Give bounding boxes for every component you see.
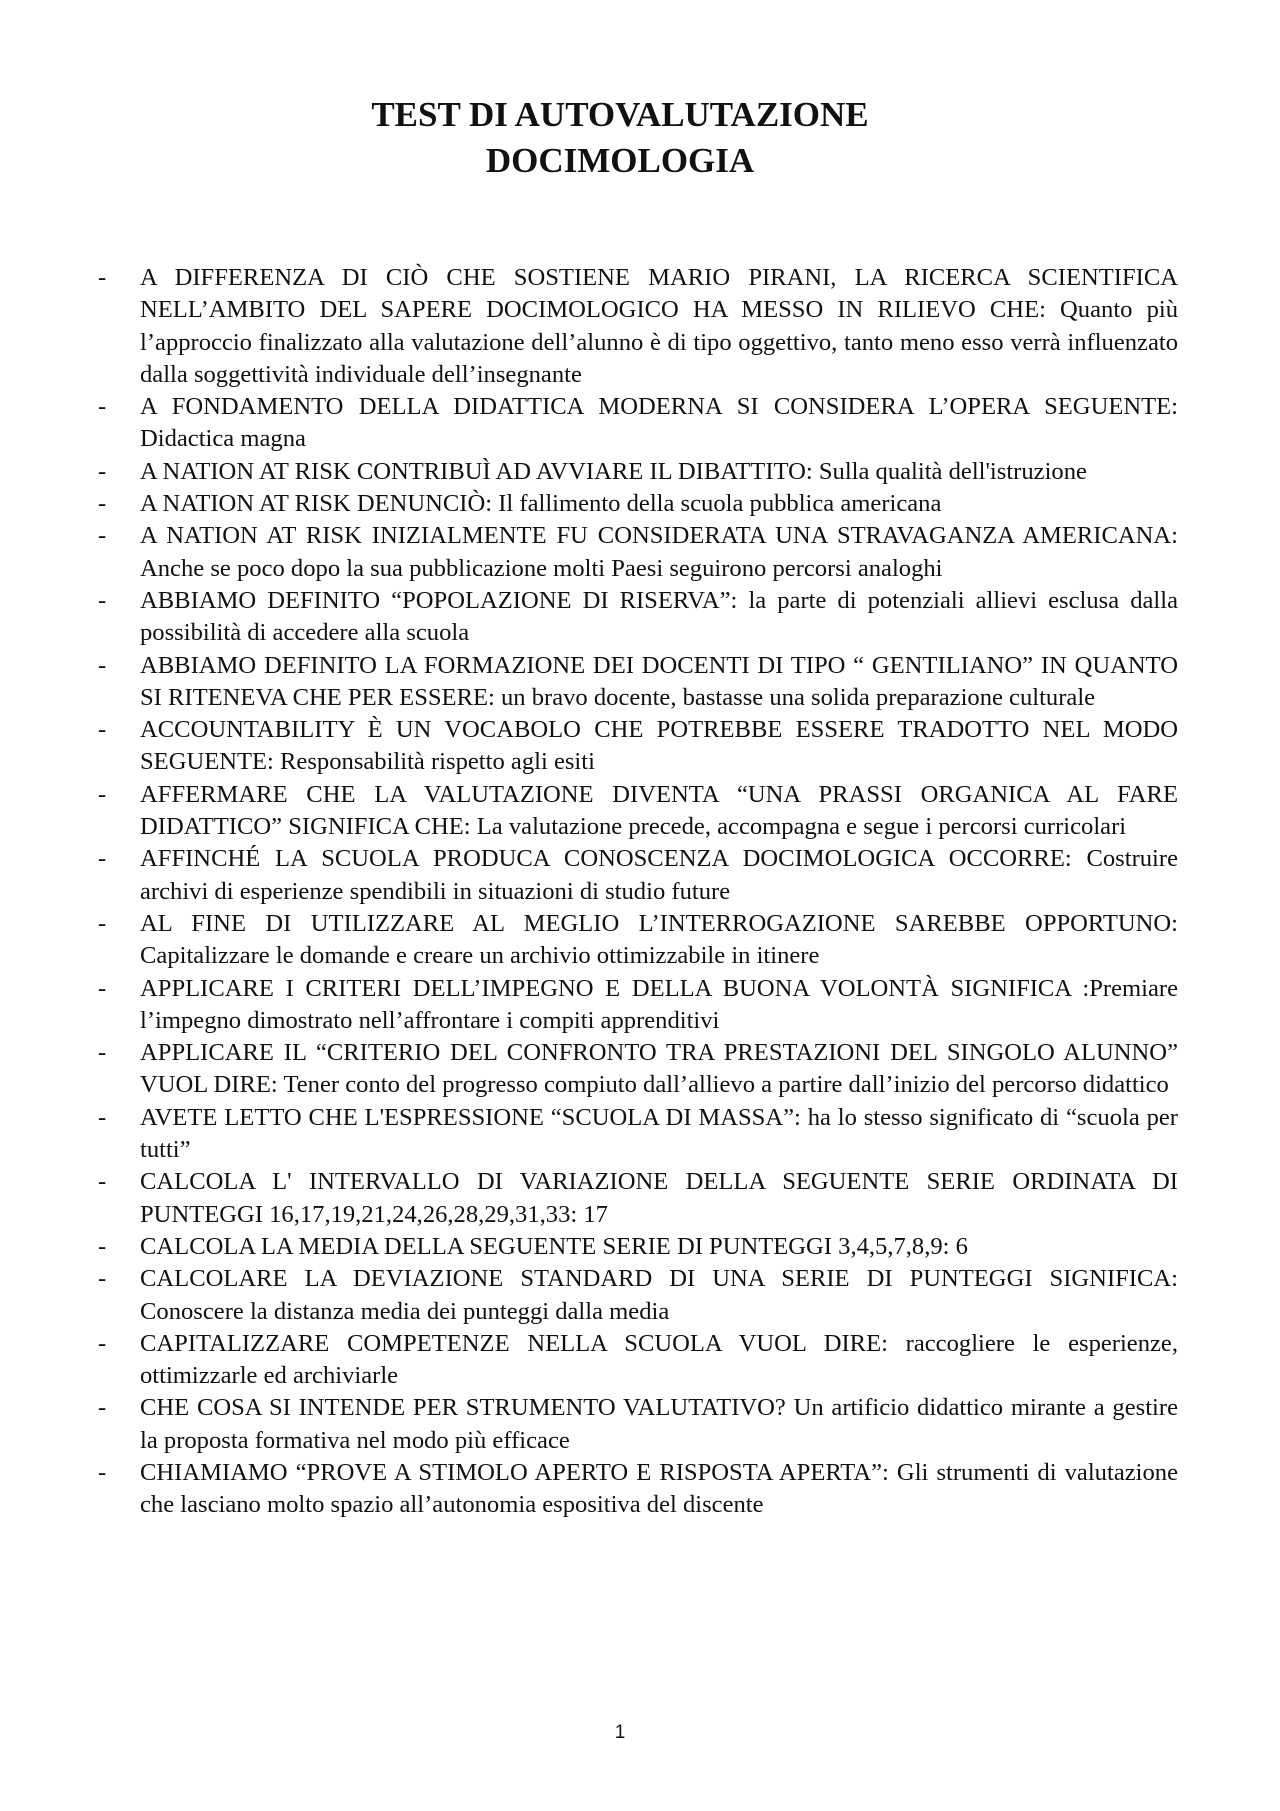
item-text: CALCOLARE LA DEVIAZIONE STANDARD DI UNA SERIE DI PUNTEGGI SIGNIFICA: Conoscere la distanza media dei punteggi dalla media (140, 1265, 1178, 1325)
bullet-dash: - (98, 1168, 107, 1196)
bullet-dash: - (98, 522, 107, 550)
list-item (98, 908, 1178, 973)
item-text: A NATION AT RISK INIZIALMENTE FU CONSIDERATA UNA STRAVAGANZA AMERICANA: Anche se poco dopo la sua pubblicazione molti Paesi seguirono percorsi analoghi (140, 522, 1178, 582)
list-item (98, 456, 1178, 488)
list-item (98, 1102, 1178, 1167)
page-number: 1 (614, 1722, 626, 1743)
list-item (98, 262, 1178, 391)
item-text: ABBIAMO DEFINITO LA FORMAZIONE DEI DOCENTI DI TIPO “ GENTILIANO” IN QUANTO SI RITENEVA CHE PER ESSERE: un bravo docente, bastasse una solida preparazione culturale (140, 651, 1178, 711)
bullet-dash: - (98, 974, 107, 1002)
bullet-dash: - (98, 1265, 107, 1293)
list-item (98, 1328, 1178, 1393)
item-text: CALCOLA LA MEDIA DELLA SEGUENTE SERIE DI PUNTEGGI 3,4,5,7,8,9: 6 (140, 1232, 968, 1260)
bullet-dash: - (98, 586, 107, 614)
list-item (98, 391, 1178, 456)
bullet-dash: - (98, 1039, 107, 1067)
bullet-dash: - (98, 393, 107, 421)
item-text: AL FINE DI UTILIZZARE AL MEGLIO L’INTERROGAZIONE SAREBBE OPPORTUNO: Capitalizzare le domande e creare un archivio ottimizzabile in itinere (140, 909, 1178, 970)
bullet-dash: - (98, 1329, 107, 1357)
list-item (98, 1231, 1178, 1263)
item-text: AVETE LETTO CHE L'ESPRESSIONE “SCUOLA DI MASSA”: ha lo stesso significato di “scuola per tutti” (140, 1103, 1178, 1164)
bullet-dash: - (98, 490, 107, 518)
list-item (98, 1037, 1178, 1102)
list-item (98, 1166, 1178, 1231)
list-item (98, 1263, 1178, 1328)
bullet-dash: - (98, 716, 107, 744)
title-line-2: DOCIMOLOGIA (485, 141, 755, 180)
item-text: CAPITALIZZARE COMPETENZE NELLA SCUOLA VUOL DIRE: raccogliere le esperienze, ottimizzarle ed archiviarle (140, 1329, 1178, 1390)
bullet-dash: - (98, 780, 107, 808)
list-item (98, 650, 1178, 715)
item-text: A DIFFERENZA DI CIÒ CHE SOSTIENE MARIO PIRANI, LA RICERCA SCIENTIFICA NELL’AMBITO DEL SAPERE DOCIMOLOGICO HA MESSO IN RILIEVO CHE: Quanto più l’approccio finalizzato alla valutazione dell’alunno è di tipo oggettivo, tanto meno esso verrà influenzato dalla soggettività individuale dell’insegnante (140, 264, 1178, 388)
item-text: A NATION AT RISK DENUNCIÒ: Il fallimento della scuola pubblica americana (140, 490, 942, 518)
bullet-dash: - (98, 651, 107, 679)
bullet-dash: - (98, 909, 107, 937)
item-text: AFFINCHÉ LA SCUOLA PRODUCA CONOSCENZA DOCIMOLOGICA OCCORRE: Costruire archivi di esperienze spendibili in situazioni di studio future (140, 845, 1178, 905)
item-text: ACCOUNTABILITY È UN VOCABOLO CHE POTREBBE ESSERE TRADOTTO NEL MODO SEGUENTE: Responsabilità rispetto agli esiti (140, 716, 1178, 776)
page-title (0, 92, 1240, 184)
item-text: APPLICARE IL “CRITERIO DEL CONFRONTO TRA PRESTAZIONI DEL SINGOLO ALUNNO” VUOL DIRE: Tener conto del progresso compiuto dall’allievo a partire dall’inizio del percorso didattico (140, 1039, 1178, 1099)
item-text: APPLICARE I CRITERI DELL’IMPEGNO E DELLA BUONA VOLONTÀ SIGNIFICA :Premiare l’impegno dimostrato nell’affrontare i compiti apprenditivi (140, 974, 1178, 1034)
bullet-dash: - (98, 1394, 107, 1422)
item-text: A FONDAMENTO DELLA DIDATTICA MODERNA SI CONSIDERA L’OPERA SEGUENTE: Didactica magna (140, 393, 1178, 453)
item-text: A NATION AT RISK CONTRIBUÌ AD AVVIARE IL DIBATTITO: Sulla qualità dell'istruzione (140, 457, 1087, 485)
list-item (98, 1392, 1178, 1457)
list-item (98, 714, 1178, 779)
list-item (98, 973, 1178, 1038)
bullet-dash: - (98, 264, 107, 291)
item-text: CHE COSA SI INTENDE PER STRUMENTO VALUTATIVO? Un artificio didattico mirante a gestire la proposta formativa nel modo più efficace (140, 1394, 1178, 1454)
question-answer-list (98, 262, 1178, 1522)
bullet-dash: - (98, 1103, 107, 1131)
item-text: ABBIAMO DEFINITO “POPOLAZIONE DI RISERVA”: la parte di potenziali allievi esclusa dalla possibilità di accedere alla scuola (140, 586, 1178, 647)
bullet-dash: - (98, 1232, 107, 1260)
title-line-1: TEST DI AUTOVALUTAZIONE (371, 95, 869, 134)
list-item (98, 843, 1178, 908)
bullet-dash: - (98, 1458, 107, 1486)
list-item (98, 488, 1178, 520)
item-text: AFFERMARE CHE LA VALUTAZIONE DIVENTA “UNA PRASSI ORGANICA AL FARE DIDATTICO” SIGNIFICA CHE: La valutazione precede, accompagna e segue i percorsi curricolari (140, 780, 1178, 841)
item-text: CHIAMIAMO “PROVE A STIMOLO APERTO E RISPOSTA APERTA”: Gli strumenti di valutazione che lasciano molto spazio all’autonomia espositiva del discente (140, 1458, 1178, 1519)
list-item (98, 520, 1178, 585)
list-item (98, 1457, 1178, 1522)
item-text: CALCOLA L' INTERVALLO DI VARIAZIONE DELLA SEGUENTE SERIE ORDINATA DI PUNTEGGI 16,17,19,21,24,26,28,29,31,33: 17 (140, 1168, 1178, 1228)
bullet-dash: - (98, 457, 107, 485)
bullet-dash: - (98, 845, 107, 873)
list-item (98, 779, 1178, 844)
list-item (98, 585, 1178, 650)
